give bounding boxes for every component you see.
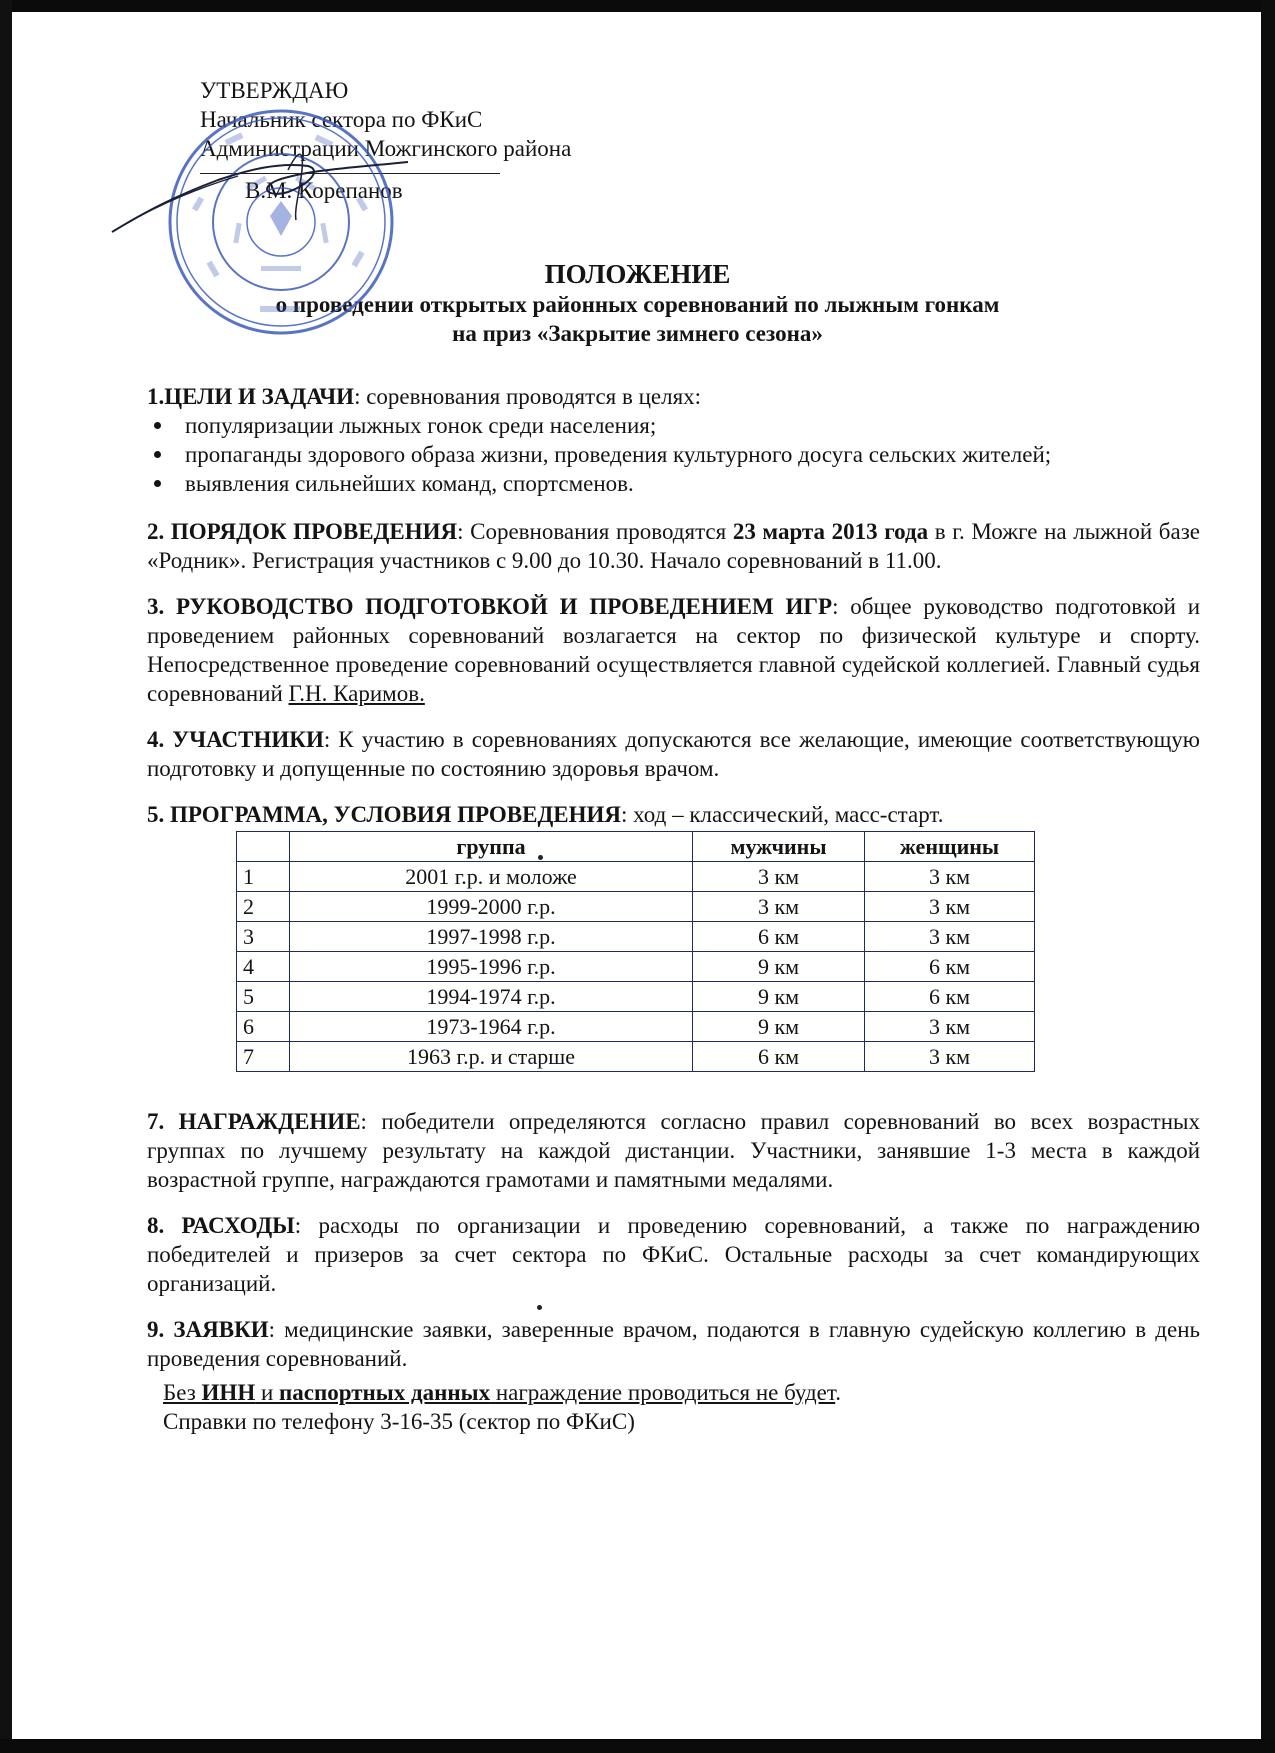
age-group: 1973-1964 г.р. xyxy=(290,1012,693,1042)
section-3-heading: 3. РУКОВОДСТВО ПОДГОТОВКОЙ И ПРОВЕДЕНИЕМ ИГР xyxy=(147,594,833,619)
section-1-heading: 1.ЦЕЛИ И ЗАДАЧИ xyxy=(147,384,355,409)
table-row xyxy=(237,1042,1035,1072)
women-distance: 3 км xyxy=(865,1012,1035,1042)
age-group: 1963 г.р. и старше xyxy=(290,1042,693,1072)
event-date: 23 марта 2013 года xyxy=(732,519,929,544)
section-1 xyxy=(147,382,1200,411)
scan-border-top xyxy=(0,0,1275,12)
note-inn: ИНН xyxy=(201,1380,256,1405)
section-9 xyxy=(147,1315,1200,1373)
age-group: 2001 г.р. и моложе xyxy=(290,862,693,892)
section-1-text: : соревнования проводятся в целях: xyxy=(354,384,702,409)
section-7-text: : победители определяются согласно правил соревнований во всех возрастных группах по лучшему результату на каждой дистанции. Участники, занявшие 1-3 места в каждой возрастной группе, награждаются грамотами и памятными медалями. xyxy=(147,1109,1200,1192)
approval-organization: Администрации Можгинского района xyxy=(200,136,572,161)
table-row xyxy=(237,1012,1035,1042)
section-5-text: : ход – классический, масс-старт. xyxy=(621,802,944,827)
section-3 xyxy=(147,592,1200,708)
table-row xyxy=(237,952,1035,982)
women-distance: 6 км xyxy=(865,982,1035,1012)
section-5-heading: 5. ПРОГРАММА, УСЛОВИЯ ПРОВЕДЕНИЯ xyxy=(147,802,622,827)
goals-list-item: пропаганды здорового образа жизни, проведения культурного досуга сельских жителей; xyxy=(147,440,1200,469)
table-row xyxy=(237,892,1035,922)
signer-name: В.М. Корепанов xyxy=(245,178,403,203)
section-2-heading: 2. ПОРЯДОК ПРОВЕДЕНИЯ xyxy=(147,519,458,544)
row-number: 3 xyxy=(237,922,290,952)
row-number: 7 xyxy=(237,1042,290,1072)
age-group: 1999-2000 г.р. xyxy=(290,892,693,922)
section-5 xyxy=(147,800,1200,829)
row-number: 6 xyxy=(237,1012,290,1042)
row-number: 2 xyxy=(237,892,290,922)
men-distance: 6 км xyxy=(693,1042,865,1072)
row-number: 1 xyxy=(237,862,290,892)
approval-block xyxy=(200,76,720,205)
section-4-heading: 4. УЧАСТНИКИ xyxy=(147,727,324,752)
row-number: 4 xyxy=(237,952,290,982)
women-distance: 3 км xyxy=(865,892,1035,922)
approval-position: Начальник сектора по ФКиС xyxy=(200,107,483,132)
women-distance: 3 км xyxy=(865,1042,1035,1072)
section-8-heading: 8. РАСХОДЫ xyxy=(147,1213,295,1238)
men-distance: 9 км xyxy=(693,982,865,1012)
contact-phone-note: Справки по телефону 3-16-35 (сектор по ФКиС) xyxy=(163,1409,635,1434)
awards-requirement-note xyxy=(163,1378,1200,1407)
section-3-text: : общее руководство подготовкой и проведением районных соревнований возлагается на сектор по физической культуре и спорту. Непосредственное проведение соревнований осуществляется главной судейской коллегией. Главный судья соревнований xyxy=(147,594,1201,706)
men-distance: 6 км xyxy=(693,922,865,952)
section-7-heading: 7. НАГРАЖДЕНИЕ xyxy=(147,1109,361,1134)
chief-judge-name: Г.Н. Каримов. xyxy=(288,681,425,706)
scan-speck xyxy=(538,855,543,860)
note-passport: паспортных данных xyxy=(279,1380,491,1405)
women-distance: 6 км xyxy=(865,952,1035,982)
age-group: 1995-1996 г.р. xyxy=(290,952,693,982)
women-distance: 3 км xyxy=(865,922,1035,952)
section-8 xyxy=(147,1211,1200,1298)
scan-speck xyxy=(537,1305,542,1310)
note-period: . xyxy=(835,1380,841,1405)
row-number: 5 xyxy=(237,982,290,1012)
age-group: 1994-1974 г.р. xyxy=(290,982,693,1012)
section-2 xyxy=(147,517,1200,575)
women-distance: 3 км xyxy=(865,862,1035,892)
men-distance: 9 км xyxy=(693,1012,865,1042)
approval-heading: УТВЕРЖДАЮ xyxy=(200,78,349,103)
table-row xyxy=(237,922,1035,952)
document-title: ПОЛОЖЕНИЕ xyxy=(544,259,731,289)
section-9-notes xyxy=(147,1378,1200,1436)
goals-list-item: выявления сильнейших команд, спортсменов. xyxy=(147,469,1200,498)
signature-row xyxy=(200,176,720,205)
men-distance: 3 км xyxy=(693,862,865,892)
section-2-text: : Соревнования проводятся xyxy=(457,519,733,544)
section-8-text: : расходы по организации и проведению соревнований, а также по награждению победителей и призеров за счет сектора по ФКиС. Остальные расходы за счет командирующих организаций. xyxy=(147,1213,1200,1296)
table-row xyxy=(237,982,1035,1012)
men-distance: 9 км xyxy=(693,952,865,982)
signature-line xyxy=(200,173,500,174)
section-2-text-cont: в г. Можге на лыжной базе «Родник». Регистрация участников с 9.00 до 10.30. Начало соревнований в 11.00. xyxy=(147,519,1200,573)
section-4 xyxy=(147,725,1200,783)
table-header-row xyxy=(237,832,1035,862)
goals-list-item: популяризации лыжных гонок среди населения; xyxy=(147,411,1200,440)
note-prefix: Без xyxy=(163,1380,202,1405)
men-distance: 3 км xyxy=(693,892,865,922)
document-body xyxy=(147,382,1200,1436)
section-9-text: : медицинские заявки, заверенные врачом, подаются в главную судейскую коллегию в день проведения соревнований. xyxy=(147,1317,1200,1371)
document-title-block xyxy=(0,258,1275,348)
document-subtitle-line-2: на приз «Закрытие зимнего сезона» xyxy=(452,321,823,346)
section-7 xyxy=(147,1107,1200,1194)
program-table xyxy=(236,831,1035,1072)
section-4-text: : К участию в соревнованиях допускаются все желающие, имеющие соответствующую подготовку и допущенные по состоянию здоровья врачом. xyxy=(147,727,1200,781)
note-and: и xyxy=(255,1380,280,1405)
column-header-men: мужчины xyxy=(693,832,865,862)
section-9-heading: 9. ЗАЯВКИ xyxy=(147,1317,269,1342)
scan-border-bottom xyxy=(0,1739,1275,1753)
column-header-number xyxy=(237,832,290,862)
column-header-women: женщины xyxy=(865,832,1035,862)
age-group: 1997-1998 г.р. xyxy=(290,922,693,952)
table-row xyxy=(237,862,1035,892)
goals-list xyxy=(147,411,1200,498)
column-header-group: группа xyxy=(290,832,693,862)
document-subtitle-line-1: о проведении открытых районных соревнований по лыжным гонкам xyxy=(275,292,1000,317)
note-suffix: награждение проводиться не будет xyxy=(490,1380,836,1405)
